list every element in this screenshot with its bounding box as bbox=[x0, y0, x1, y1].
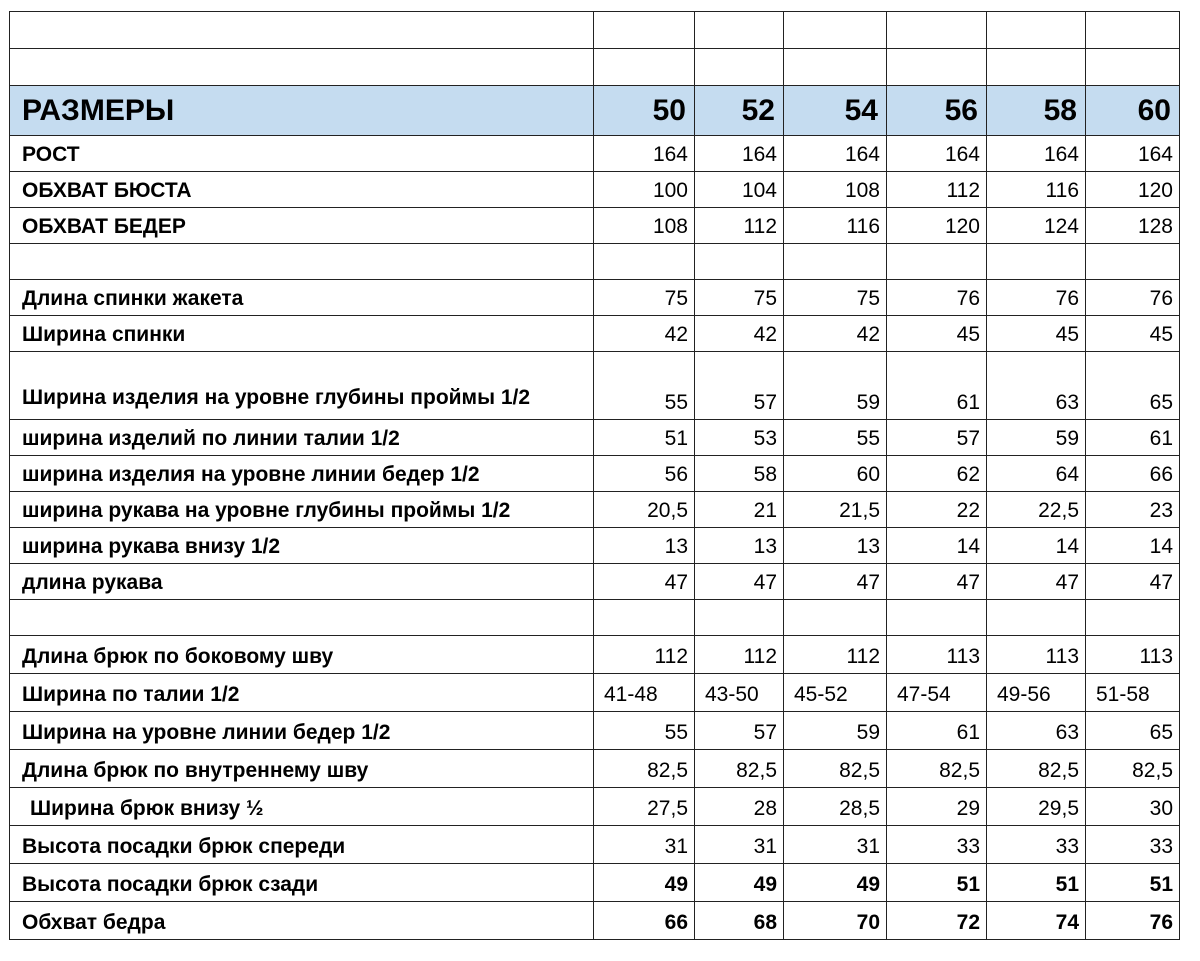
row-value: 120 bbox=[1086, 172, 1180, 208]
row-value: 33 bbox=[887, 826, 987, 864]
row-value: 60 bbox=[784, 456, 887, 492]
row-value: 164 bbox=[1086, 136, 1180, 172]
row-value: 108 bbox=[594, 208, 695, 244]
row-value: 21,5 bbox=[784, 492, 887, 528]
table-row bbox=[10, 456, 1180, 492]
row-value: 41-48 bbox=[594, 674, 695, 712]
table-row bbox=[10, 750, 1180, 788]
table-row bbox=[10, 636, 1180, 674]
row-value: 55 bbox=[784, 420, 887, 456]
table-row bbox=[10, 136, 1180, 172]
row-value: 61 bbox=[1086, 420, 1180, 456]
row-value: 75 bbox=[594, 280, 695, 316]
row-value: 76 bbox=[887, 280, 987, 316]
row-value: 82,5 bbox=[594, 750, 695, 788]
size-header-cell: 56 bbox=[887, 86, 987, 136]
row-value: 75 bbox=[784, 280, 887, 316]
table-row bbox=[10, 712, 1180, 750]
table-row bbox=[10, 316, 1180, 352]
row-value: 63 bbox=[987, 712, 1086, 750]
row-value: 49 bbox=[594, 864, 695, 902]
table-row bbox=[10, 564, 1180, 600]
row-value: 28,5 bbox=[784, 788, 887, 826]
row-value: 58 bbox=[695, 456, 784, 492]
row-value: 108 bbox=[784, 172, 887, 208]
row-label: Длина брюк по боковому шву bbox=[10, 636, 594, 674]
row-value: 112 bbox=[594, 636, 695, 674]
sizes-header-row bbox=[10, 86, 1180, 136]
row-value: 112 bbox=[887, 172, 987, 208]
row-value: 112 bbox=[695, 208, 784, 244]
row-label: Высота посадки брюк спереди bbox=[10, 826, 594, 864]
row-value: 51 bbox=[987, 864, 1086, 902]
row-value: 128 bbox=[1086, 208, 1180, 244]
row-label: Высота посадки брюк сзади bbox=[10, 864, 594, 902]
row-value: 65 bbox=[1086, 712, 1180, 750]
row-value: 72 bbox=[887, 902, 987, 940]
empty-row bbox=[10, 244, 1180, 280]
empty-row bbox=[10, 12, 1180, 49]
row-value: 66 bbox=[1086, 456, 1180, 492]
row-value: 49 bbox=[784, 864, 887, 902]
row-value: 74 bbox=[987, 902, 1086, 940]
row-value: 76 bbox=[987, 280, 1086, 316]
row-value: 75 bbox=[695, 280, 784, 316]
table-row bbox=[10, 280, 1180, 316]
row-value: 57 bbox=[887, 420, 987, 456]
row-value: 45-52 bbox=[784, 674, 887, 712]
row-value: 82,5 bbox=[887, 750, 987, 788]
size-header-cell: 50 bbox=[594, 86, 695, 136]
row-value: 45 bbox=[887, 316, 987, 352]
row-value: 76 bbox=[1086, 902, 1180, 940]
row-value: 64 bbox=[987, 456, 1086, 492]
row-value: 70 bbox=[784, 902, 887, 940]
row-value: 31 bbox=[784, 826, 887, 864]
row-value: 124 bbox=[987, 208, 1086, 244]
row-label: Ширина по талии 1/2 bbox=[10, 674, 594, 712]
row-value: 62 bbox=[887, 456, 987, 492]
row-value: 14 bbox=[987, 528, 1086, 564]
row-label: РОСТ bbox=[10, 136, 594, 172]
size-chart-table bbox=[9, 11, 1180, 940]
table-row bbox=[10, 528, 1180, 564]
row-value: 164 bbox=[784, 136, 887, 172]
row-label: ширина изделий по линии талии 1/2 bbox=[10, 420, 594, 456]
row-label: Обхват бедра bbox=[10, 902, 594, 940]
sizes-header-label: РАЗМЕРЫ bbox=[10, 86, 594, 136]
row-value: 43-50 bbox=[695, 674, 784, 712]
row-label: Длина спинки жакета bbox=[10, 280, 594, 316]
row-value: 14 bbox=[887, 528, 987, 564]
table-row bbox=[10, 788, 1180, 826]
row-value: 76 bbox=[1086, 280, 1180, 316]
row-value: 53 bbox=[695, 420, 784, 456]
row-value: 45 bbox=[1086, 316, 1180, 352]
row-value: 33 bbox=[1086, 826, 1180, 864]
row-label: ОБХВАТ БЮСТА bbox=[10, 172, 594, 208]
row-label: ОБХВАТ БЕДЕР bbox=[10, 208, 594, 244]
row-value: 65 bbox=[1086, 352, 1180, 420]
row-value: 47 bbox=[594, 564, 695, 600]
row-value: 13 bbox=[784, 528, 887, 564]
row-value: 47 bbox=[1086, 564, 1180, 600]
row-value: 82,5 bbox=[1086, 750, 1180, 788]
size-header-cell: 54 bbox=[784, 86, 887, 136]
row-label: Ширина изделия на уровне глубины проймы 1/2 bbox=[10, 352, 594, 420]
table-row bbox=[10, 902, 1180, 940]
row-value: 51-58 bbox=[1086, 674, 1180, 712]
row-label: ширина рукава внизу 1/2 bbox=[10, 528, 594, 564]
row-value: 22,5 bbox=[987, 492, 1086, 528]
row-label: Ширина на уровне линии бедер 1/2 bbox=[10, 712, 594, 750]
row-value: 29 bbox=[887, 788, 987, 826]
row-value: 113 bbox=[887, 636, 987, 674]
row-value: 33 bbox=[987, 826, 1086, 864]
row-value: 42 bbox=[695, 316, 784, 352]
row-value: 51 bbox=[887, 864, 987, 902]
row-value: 120 bbox=[887, 208, 987, 244]
empty-row bbox=[10, 600, 1180, 636]
row-value: 42 bbox=[784, 316, 887, 352]
row-value: 116 bbox=[784, 208, 887, 244]
row-value: 164 bbox=[695, 136, 784, 172]
row-value: 112 bbox=[695, 636, 784, 674]
row-value: 56 bbox=[594, 456, 695, 492]
row-value: 82,5 bbox=[987, 750, 1086, 788]
row-value: 116 bbox=[987, 172, 1086, 208]
row-value: 51 bbox=[594, 420, 695, 456]
row-value: 82,5 bbox=[784, 750, 887, 788]
row-value: 63 bbox=[987, 352, 1086, 420]
row-value: 29,5 bbox=[987, 788, 1086, 826]
row-value: 49-56 bbox=[987, 674, 1086, 712]
row-value: 104 bbox=[695, 172, 784, 208]
row-value: 20,5 bbox=[594, 492, 695, 528]
row-label: ширина изделия на уровне линии бедер 1/2 bbox=[10, 456, 594, 492]
size-header-cell: 60 bbox=[1086, 86, 1180, 136]
row-value: 45 bbox=[987, 316, 1086, 352]
row-value: 51 bbox=[1086, 864, 1180, 902]
row-value: 61 bbox=[887, 352, 987, 420]
row-label: Ширина брюк внизу ½ bbox=[10, 788, 594, 826]
row-value: 113 bbox=[987, 636, 1086, 674]
table-row bbox=[10, 352, 1180, 420]
row-value: 23 bbox=[1086, 492, 1180, 528]
row-value: 47 bbox=[987, 564, 1086, 600]
table-row bbox=[10, 674, 1180, 712]
row-value: 47-54 bbox=[887, 674, 987, 712]
row-value: 100 bbox=[594, 172, 695, 208]
row-value: 59 bbox=[987, 420, 1086, 456]
row-value: 22 bbox=[887, 492, 987, 528]
row-value: 31 bbox=[594, 826, 695, 864]
row-value: 164 bbox=[987, 136, 1086, 172]
table-row bbox=[10, 826, 1180, 864]
row-value: 28 bbox=[695, 788, 784, 826]
row-value: 57 bbox=[695, 712, 784, 750]
row-value: 47 bbox=[695, 564, 784, 600]
row-value: 14 bbox=[1086, 528, 1180, 564]
row-value: 30 bbox=[1086, 788, 1180, 826]
row-value: 31 bbox=[695, 826, 784, 864]
row-value: 113 bbox=[1086, 636, 1180, 674]
row-value: 13 bbox=[695, 528, 784, 564]
row-label: ширина рукава на уровне глубины проймы 1/2 bbox=[10, 492, 594, 528]
row-value: 59 bbox=[784, 352, 887, 420]
row-label: Ширина спинки bbox=[10, 316, 594, 352]
table-row bbox=[10, 172, 1180, 208]
size-header-cell: 52 bbox=[695, 86, 784, 136]
row-value: 47 bbox=[887, 564, 987, 600]
table-row bbox=[10, 208, 1180, 244]
table-row bbox=[10, 492, 1180, 528]
row-label: Длина брюк по внутреннему шву bbox=[10, 750, 594, 788]
row-value: 68 bbox=[695, 902, 784, 940]
row-value: 57 bbox=[695, 352, 784, 420]
row-value: 82,5 bbox=[695, 750, 784, 788]
row-value: 27,5 bbox=[594, 788, 695, 826]
row-value: 66 bbox=[594, 902, 695, 940]
row-value: 55 bbox=[594, 712, 695, 750]
row-value: 42 bbox=[594, 316, 695, 352]
row-value: 59 bbox=[784, 712, 887, 750]
table-row bbox=[10, 420, 1180, 456]
row-value: 47 bbox=[784, 564, 887, 600]
row-value: 164 bbox=[887, 136, 987, 172]
row-value: 21 bbox=[695, 492, 784, 528]
row-value: 164 bbox=[594, 136, 695, 172]
row-value: 112 bbox=[784, 636, 887, 674]
table-row bbox=[10, 864, 1180, 902]
row-label: длина рукава bbox=[10, 564, 594, 600]
row-value: 55 bbox=[594, 352, 695, 420]
size-header-cell: 58 bbox=[987, 86, 1086, 136]
empty-row bbox=[10, 49, 1180, 86]
row-value: 61 bbox=[887, 712, 987, 750]
row-value: 13 bbox=[594, 528, 695, 564]
row-value: 49 bbox=[695, 864, 784, 902]
